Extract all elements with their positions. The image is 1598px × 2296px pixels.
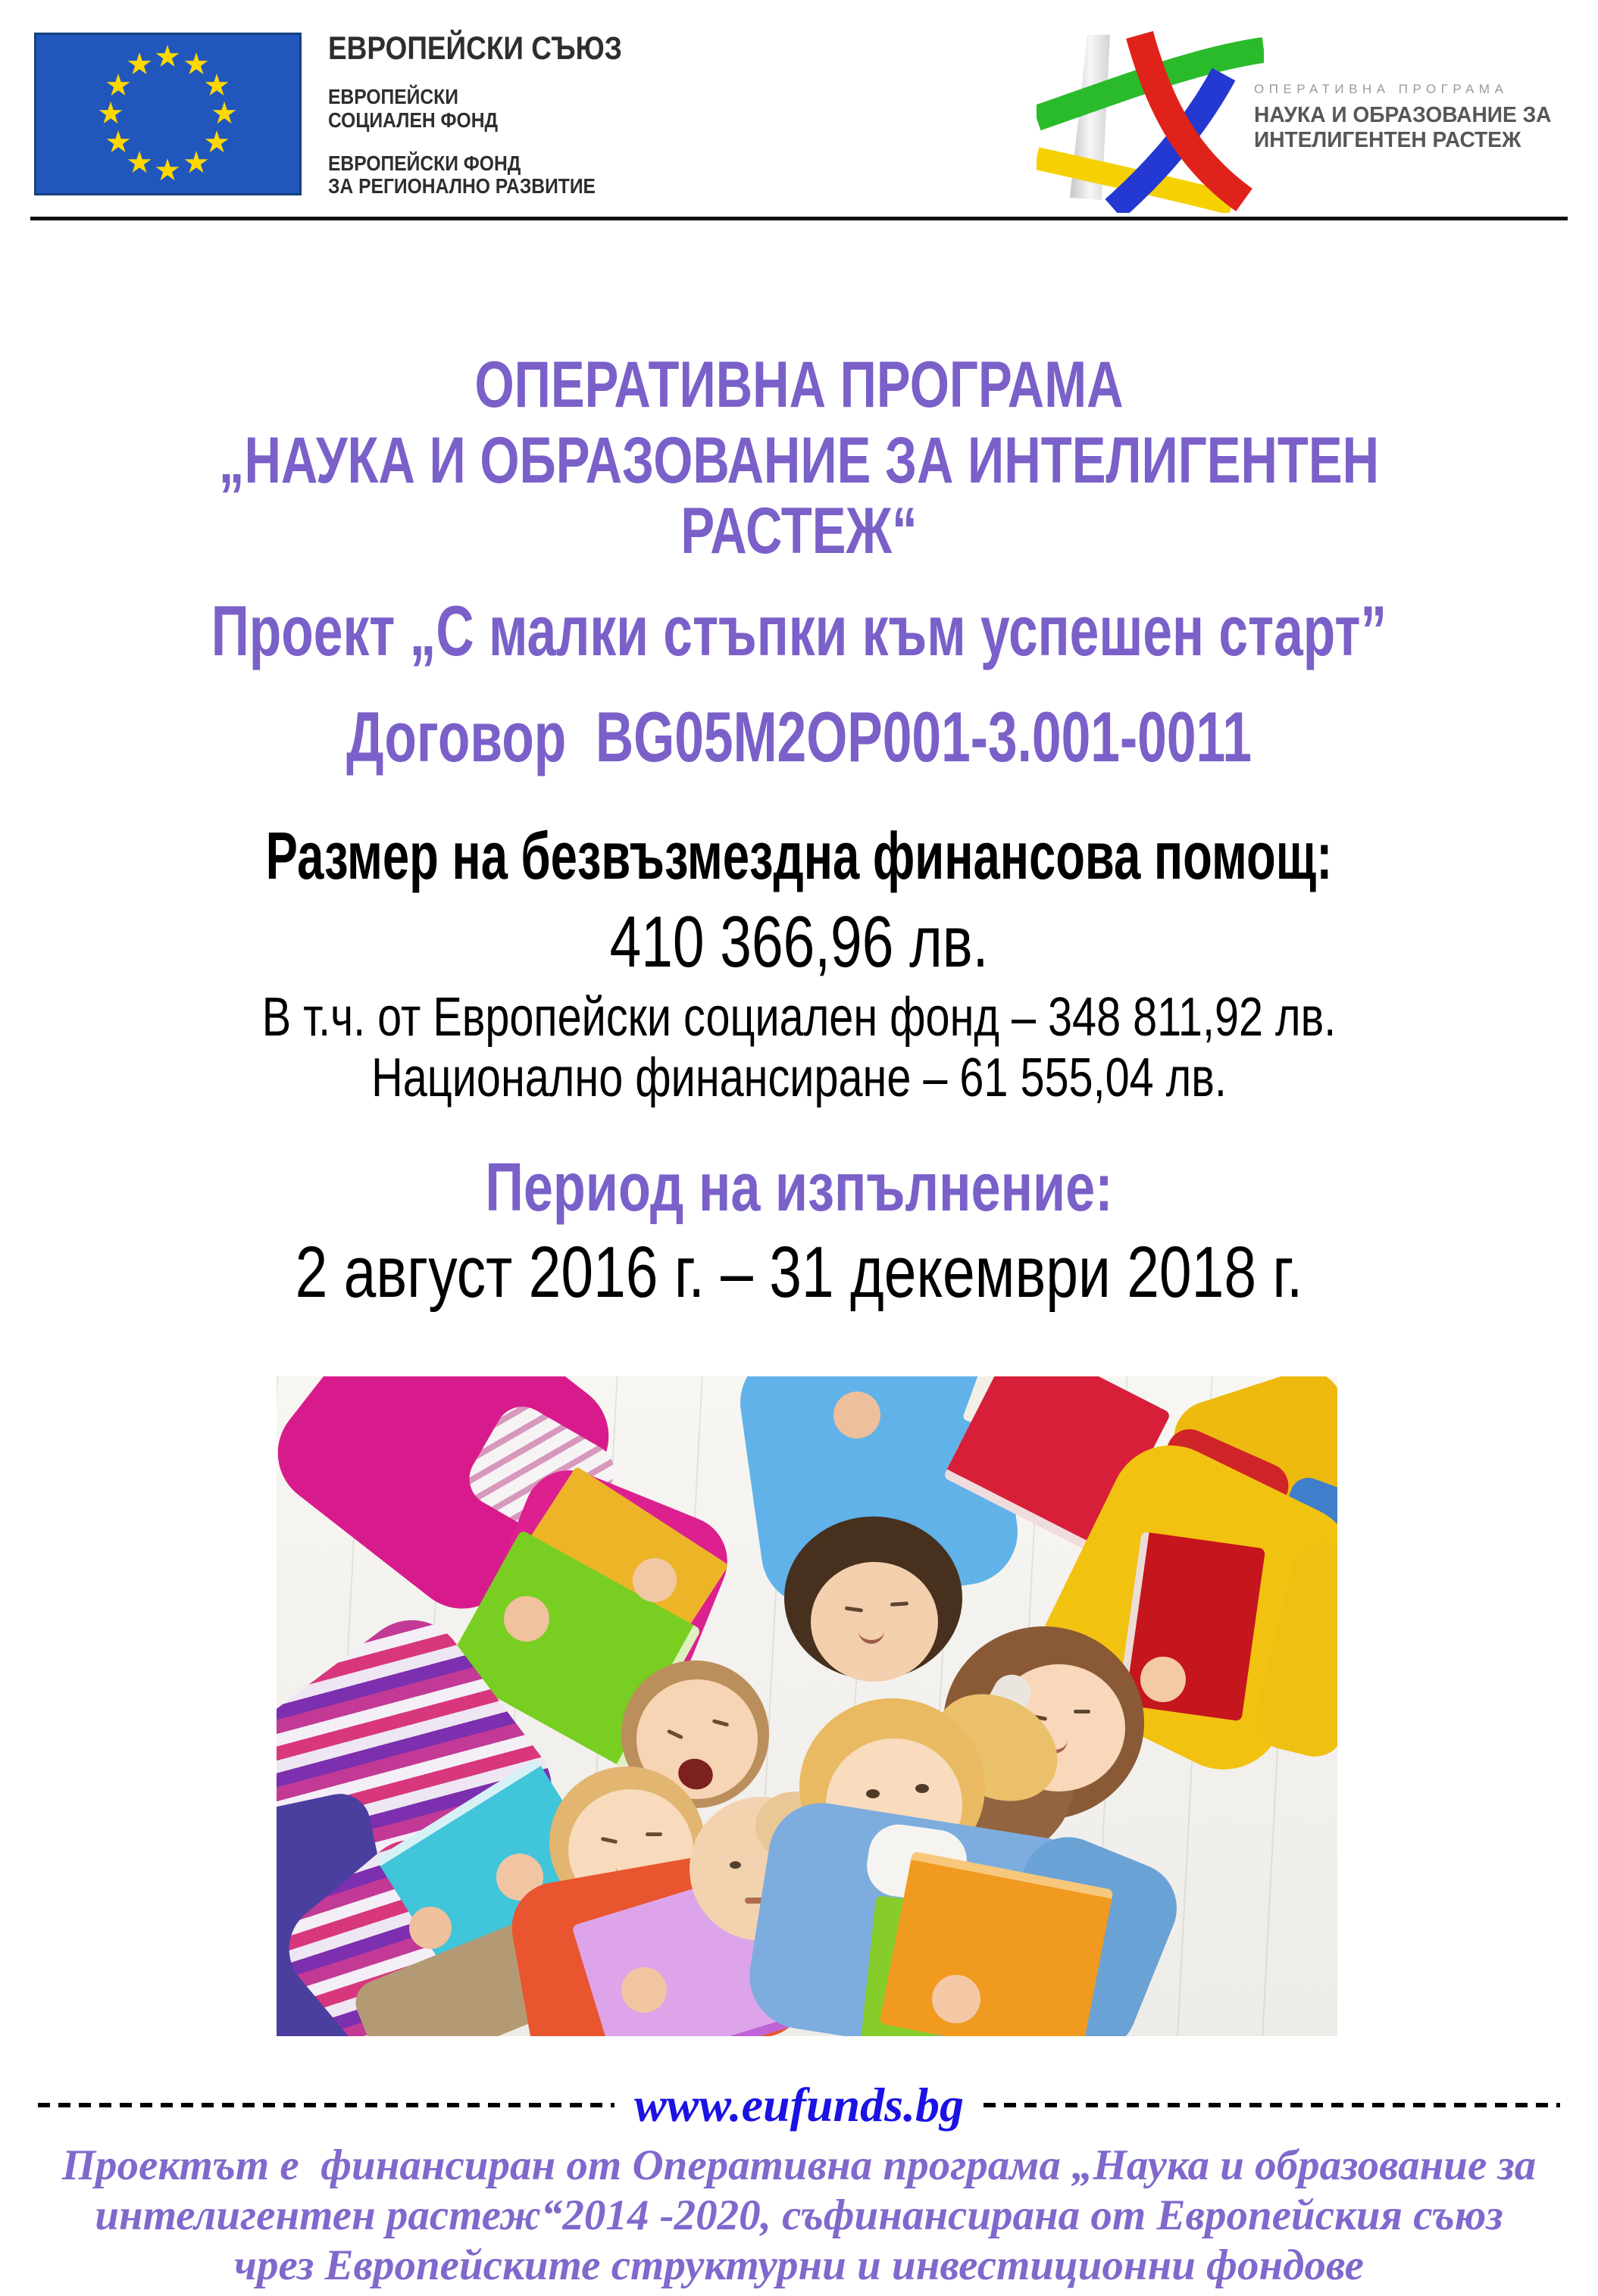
- photo-shape: [633, 1558, 677, 1602]
- op-kicker: ОПЕРАТИВНА ПРОГРАМА: [1254, 82, 1509, 96]
- footer-line1: Проектът е финансиран от Оперативна програма „Наука и образование за: [61, 2141, 1537, 2189]
- photo-shape: [621, 1967, 667, 2013]
- photo-shape: [1074, 1710, 1090, 1713]
- photo-shape: [866, 1789, 880, 1798]
- grant-heading: Размер на безвъзмездна финансова помощ:: [265, 818, 1333, 893]
- period-value: 2 август 2016 г. – 31 декември 2018 г.: [295, 1232, 1303, 1313]
- photo-shape: [504, 1596, 549, 1642]
- eu-star-icon: ★: [105, 126, 132, 159]
- period-heading: Период на изпълнение:: [485, 1150, 1113, 1226]
- photo-shape: [730, 1861, 741, 1869]
- contract-number: Договор BG05M2OP001-3.001-0011: [346, 697, 1252, 776]
- grant-esf: В т.ч. от Европейски социален фонд – 348 811,92 лв.: [261, 987, 1337, 1048]
- photo-shape: [646, 1832, 662, 1836]
- program-title-line2: „НАУКА И ОБРАЗОВАНИЕ ЗА ИНТЕЛИГЕНТЕН РАСТЕЖ“: [218, 424, 1393, 567]
- program-title-line1: ОПЕРАТИВНА ПРОГРАМА: [474, 348, 1124, 421]
- photo-shape: [915, 1784, 929, 1793]
- op-title-line2: ИНТЕЛИГЕНТЕН РАСТЕЖ: [1254, 128, 1521, 152]
- eu-star-icon: ★: [183, 48, 210, 81]
- op-title-line1: НАУКА И ОБРАЗОВАНИЕ ЗА: [1254, 103, 1552, 127]
- eu-star-icon: ★: [203, 69, 230, 102]
- photo-shape: [1118, 1532, 1265, 1722]
- photo-shape: [1140, 1657, 1186, 1702]
- eu-star-icon: ★: [154, 154, 181, 187]
- eu-star-icon: ★: [126, 146, 153, 180]
- erdf-label-line2: ЗА РЕГИОНАЛНО РАЗВИТИЕ: [328, 174, 596, 198]
- photo-shape: [409, 1907, 452, 1949]
- eu-logo-text: [328, 30, 874, 205]
- erdf-label-line1: ЕВРОПЕЙСКИ ФОНД: [328, 152, 521, 175]
- eu-flag-logo: [34, 33, 302, 195]
- esf-label-line2: СОЦИАЛЕН ФОНД: [328, 108, 499, 132]
- header-divider: [30, 217, 1568, 220]
- esf-label-line1: ЕВРОПЕЙСКИ: [328, 85, 458, 108]
- footer-line2: интелигентен растеж“2014 -2020, съфинансирана от Европейския съюз: [95, 2191, 1503, 2239]
- eu-star-icon: ★: [203, 126, 230, 159]
- project-name: Проект „С малки стъпки към успешен старт”: [211, 591, 1387, 670]
- eu-star-icon: ★: [183, 146, 210, 180]
- dashed-line-right: [984, 2103, 1560, 2107]
- eu-star-icon: ★: [154, 40, 181, 73]
- eu-star-icon: ★: [105, 69, 132, 102]
- photo-shape: [833, 1392, 880, 1439]
- eufunds-divider-row: [38, 2077, 1560, 2133]
- dashed-line-left: [38, 2103, 614, 2107]
- eufunds-link[interactable]: www.eufunds.bg: [633, 2078, 965, 2132]
- eu-star-icon: ★: [211, 97, 238, 130]
- photo-shape: [932, 1975, 980, 2023]
- eu-union-label: ЕВРОПЕЙСКИ СЪЮЗ: [328, 30, 622, 67]
- photo-shape: [811, 1562, 938, 1682]
- footer-line3: чрез Европейските структурни и инвестиционни фондове: [234, 2241, 1364, 2289]
- grant-national: Национално финансиране – 61 555,04 лв.: [371, 1048, 1227, 1108]
- children-photo: [277, 1376, 1337, 2036]
- eu-star-icon: ★: [126, 48, 153, 81]
- eu-star-icon: ★: [97, 97, 124, 130]
- op-noir-ribbons-logo: [1037, 12, 1264, 213]
- grant-total: 410 366,96 лв.: [609, 901, 989, 982]
